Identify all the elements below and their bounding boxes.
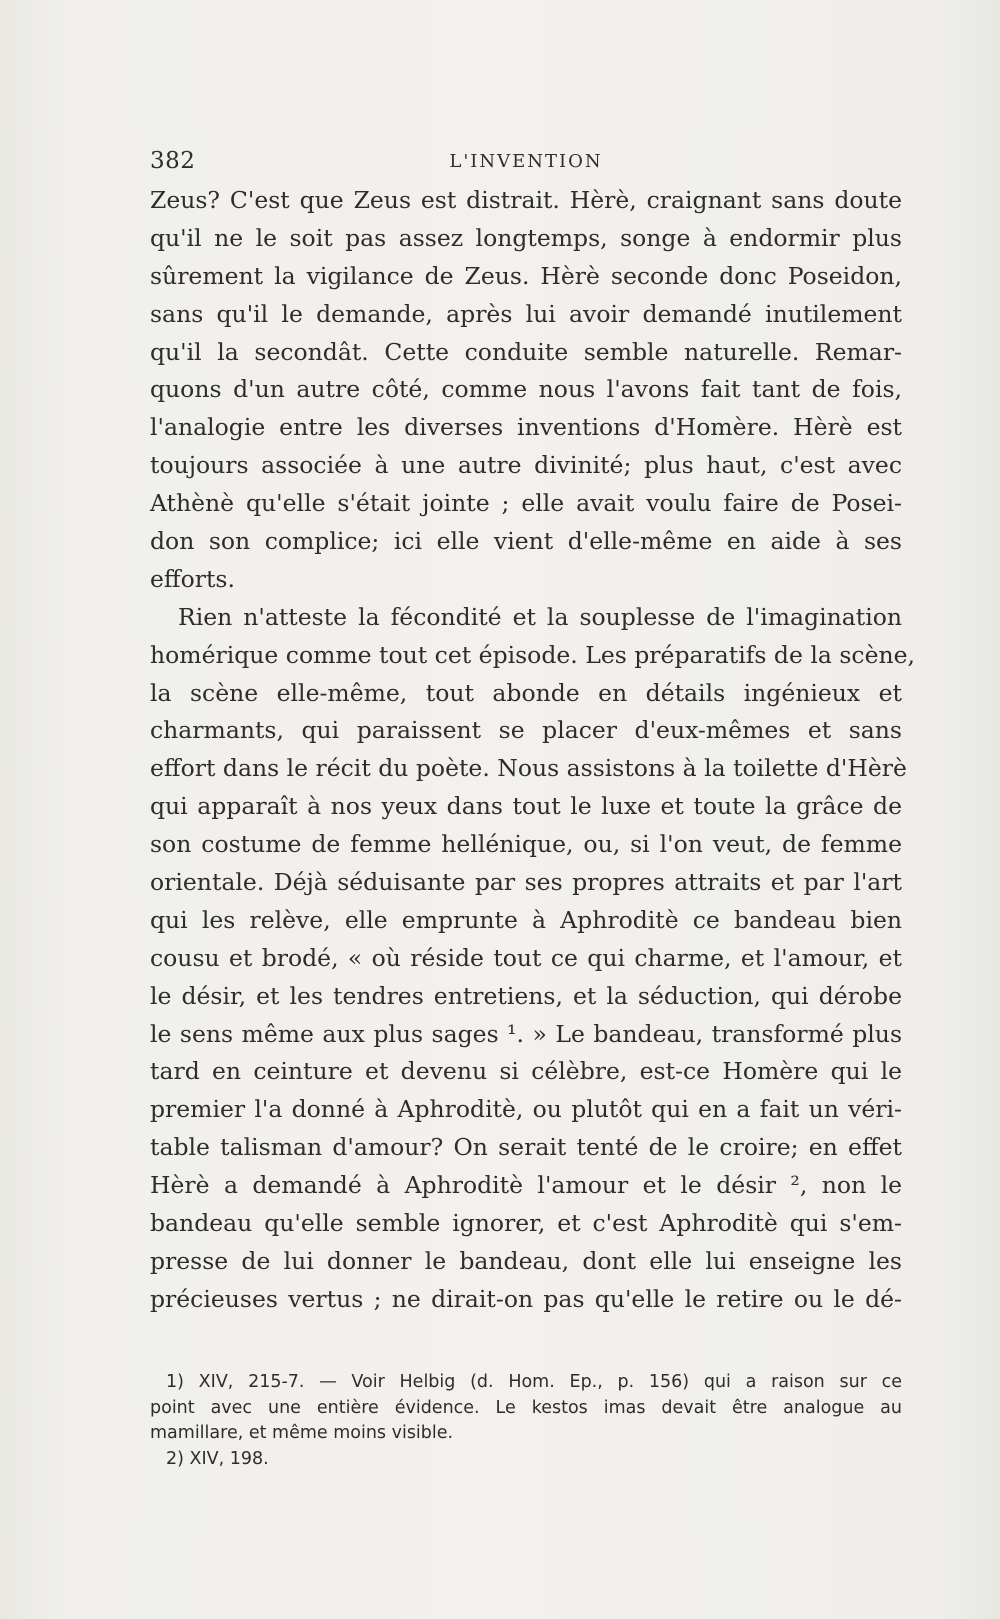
body-line: Rien n'atteste la fécondité et la souplesse de l'imagination	[178, 602, 902, 631]
body-line: table talisman d'amour? On serait tenté de le croire; en effet	[150, 1133, 902, 1162]
body-line: Hèrè a demandé à Aphroditè l'amour et le désir ², non le	[150, 1171, 902, 1200]
body-line: qui les relève, elle emprunte à Aphroditè ce bandeau bien	[150, 905, 902, 934]
running-head	[150, 148, 902, 182]
body-line: toujours associée à une autre divinité; plus haut, c'est avec	[150, 451, 902, 480]
body-line: précieuses vertus ; ne dirait-on pas qu'elle le retire ou le dé-	[150, 1284, 902, 1313]
body-line: qui apparaît à nos yeux dans tout le luxe et toute la grâce de	[150, 792, 902, 821]
body-line: charmants, qui paraissent se placer d'eux-mêmes et sans	[150, 716, 902, 745]
body-line: tard en ceinture et devenu si célèbre, est-ce Homère qui le	[150, 1057, 902, 1086]
footnotes	[150, 1370, 902, 1472]
body-line: presse de lui donner le bandeau, dont elle lui enseigne les	[150, 1246, 902, 1275]
body-line: la scène elle-même, tout abonde en détails ingénieux et	[150, 678, 902, 707]
body-line: Athènè qu'elle s'était jointe ; elle avait voulu faire de Posei-	[150, 489, 902, 518]
body-line: sûrement la vigilance de Zeus. Hèrè seconde donc Poseidon,	[150, 261, 902, 290]
body-line: homérique comme tout cet épisode. Les préparatifs de la scène,	[150, 640, 915, 669]
body-line: quons d'un autre côté, comme nous l'avons fait tant de fois,	[150, 375, 902, 404]
body-line: Zeus? C'est que Zeus est distrait. Hèrè, craignant sans doute	[150, 186, 902, 214]
body-line: orientale. Déjà séduisante par ses propres attraits et par l'art	[150, 868, 902, 897]
body-line: effort dans le récit du poète. Nous assistons à la toilette d'Hèrè	[150, 754, 907, 783]
body-line: efforts.	[150, 564, 235, 593]
body-line: sans qu'il le demande, après lui avoir demandé inutilement	[150, 299, 902, 328]
body-line: cousu et brodé, « où réside tout ce qui charme, et l'amour, et	[150, 943, 902, 972]
footnote-line: mamillare, et même moins visible.	[150, 1423, 454, 1443]
running-title: L'INVENTION	[449, 151, 603, 172]
footnote-line: 1) XIV, 215-7. — Voir Helbig (d. Hom. Ep., p. 156) qui a raison sur ce	[166, 1372, 902, 1392]
footnote-line: 2) XIV, 198.	[166, 1448, 269, 1469]
body-line: l'analogie entre les diverses inventions d'Homère. Hèrè est	[150, 413, 902, 442]
main-text-block	[150, 148, 915, 1319]
body-line: bandeau qu'elle semble ignorer, et c'est Aphroditè qui s'em-	[150, 1209, 902, 1238]
body-line: premier l'a donné à Aphroditè, ou plutôt qui en a fait un véri-	[150, 1095, 902, 1124]
body-line: qu'il ne le soit pas assez longtemps, songe à endormir plus	[150, 223, 902, 252]
body-line: qu'il la secondât. Cette conduite semble naturelle. Remar-	[150, 337, 902, 366]
body-line: son costume de femme hellénique, ou, si l'on veut, de femme	[150, 830, 902, 859]
page-number: 382	[150, 148, 196, 174]
body-line: le sens même aux plus sages ¹. » Le bandeau, transformé plus	[150, 1019, 902, 1048]
body-line: le désir, et les tendres entretiens, et la séduction, qui dérobe	[150, 981, 902, 1010]
body-line: don son complice; ici elle vient d'elle-même en aide à ses	[150, 527, 902, 556]
footnote-line: point avec une entière évidence. Le kestos imas devait être analogue au	[150, 1397, 902, 1418]
